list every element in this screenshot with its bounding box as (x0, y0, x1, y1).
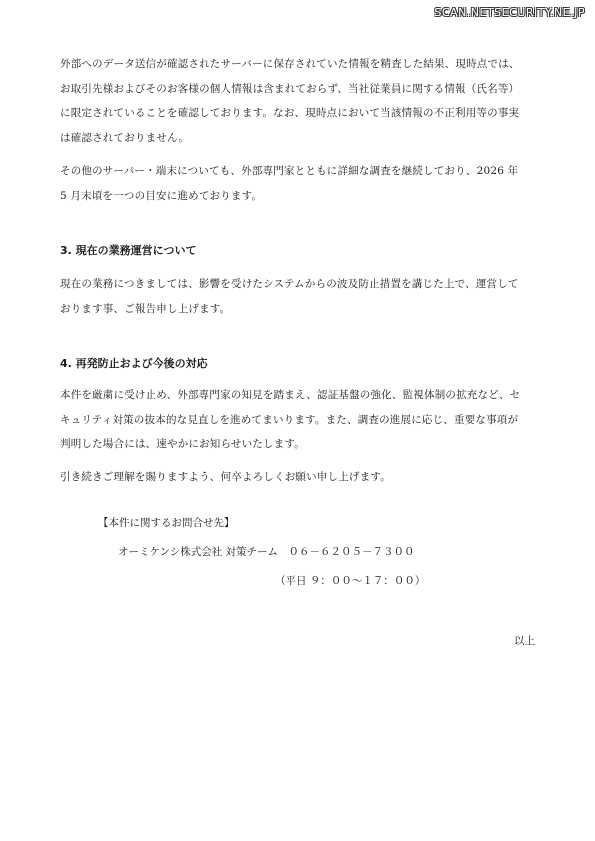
paragraph-closing-request: 引き続きご理解を賜りますよう、何卒よろしくお願い申し上げます。 (60, 471, 391, 483)
closing-mark: 以上 (514, 635, 535, 647)
section-heading-prevention: 4. 再発防止および今後の対応 (60, 357, 208, 370)
contact-hours: （平日 ９：００～１７：００） (275, 575, 426, 587)
paragraph-investigation-result: 外部へのデータ送信が確認されたサーバーに保存されていた情報を精査した結果、現時点では、 お取引先様およびそのお客様の個人情報は含まれておらず、当社従業員に関する情報（氏名等） に限定されていることを確認しております。なお、現時点において当該情報の不正利用等の事実 は確認されておりません。 (60, 58, 520, 144)
paragraph-operations: 現在の業務につきましては、影響を受けたシステムからの波及防止措置を講じた上で、運営して おります事、ご報告申し上げます。 (60, 278, 519, 315)
contact-phone-line: オーミケンシ株式会社 対策チーム ０６－６２０５－７３００ (118, 546, 415, 558)
contact-title: 【本件に関するお問合せ先】 (98, 517, 235, 529)
paragraph-prevention: 本件を厳粛に受け止め、外部専門家の知見を踏まえ、認証基盤の強化、監視体制の拡充など、セ キュリティ対策の抜本的な見直しを進めてまいります。また、調査の進展に応じ、重要な事項が 判明した場合には、速やかにお知らせいたします。 (60, 389, 521, 450)
section-heading-operations: 3. 現在の業務運営について (60, 244, 197, 257)
watermark: SCAN.NETSECURITY.NE.JP (434, 6, 585, 19)
paragraph-ongoing-investigation: その他のサーバー・端末についても、外部専門家とともに詳細な調査を継続しており、2026 年 5 月末頃を一つの目安に進めております。 (60, 165, 519, 202)
